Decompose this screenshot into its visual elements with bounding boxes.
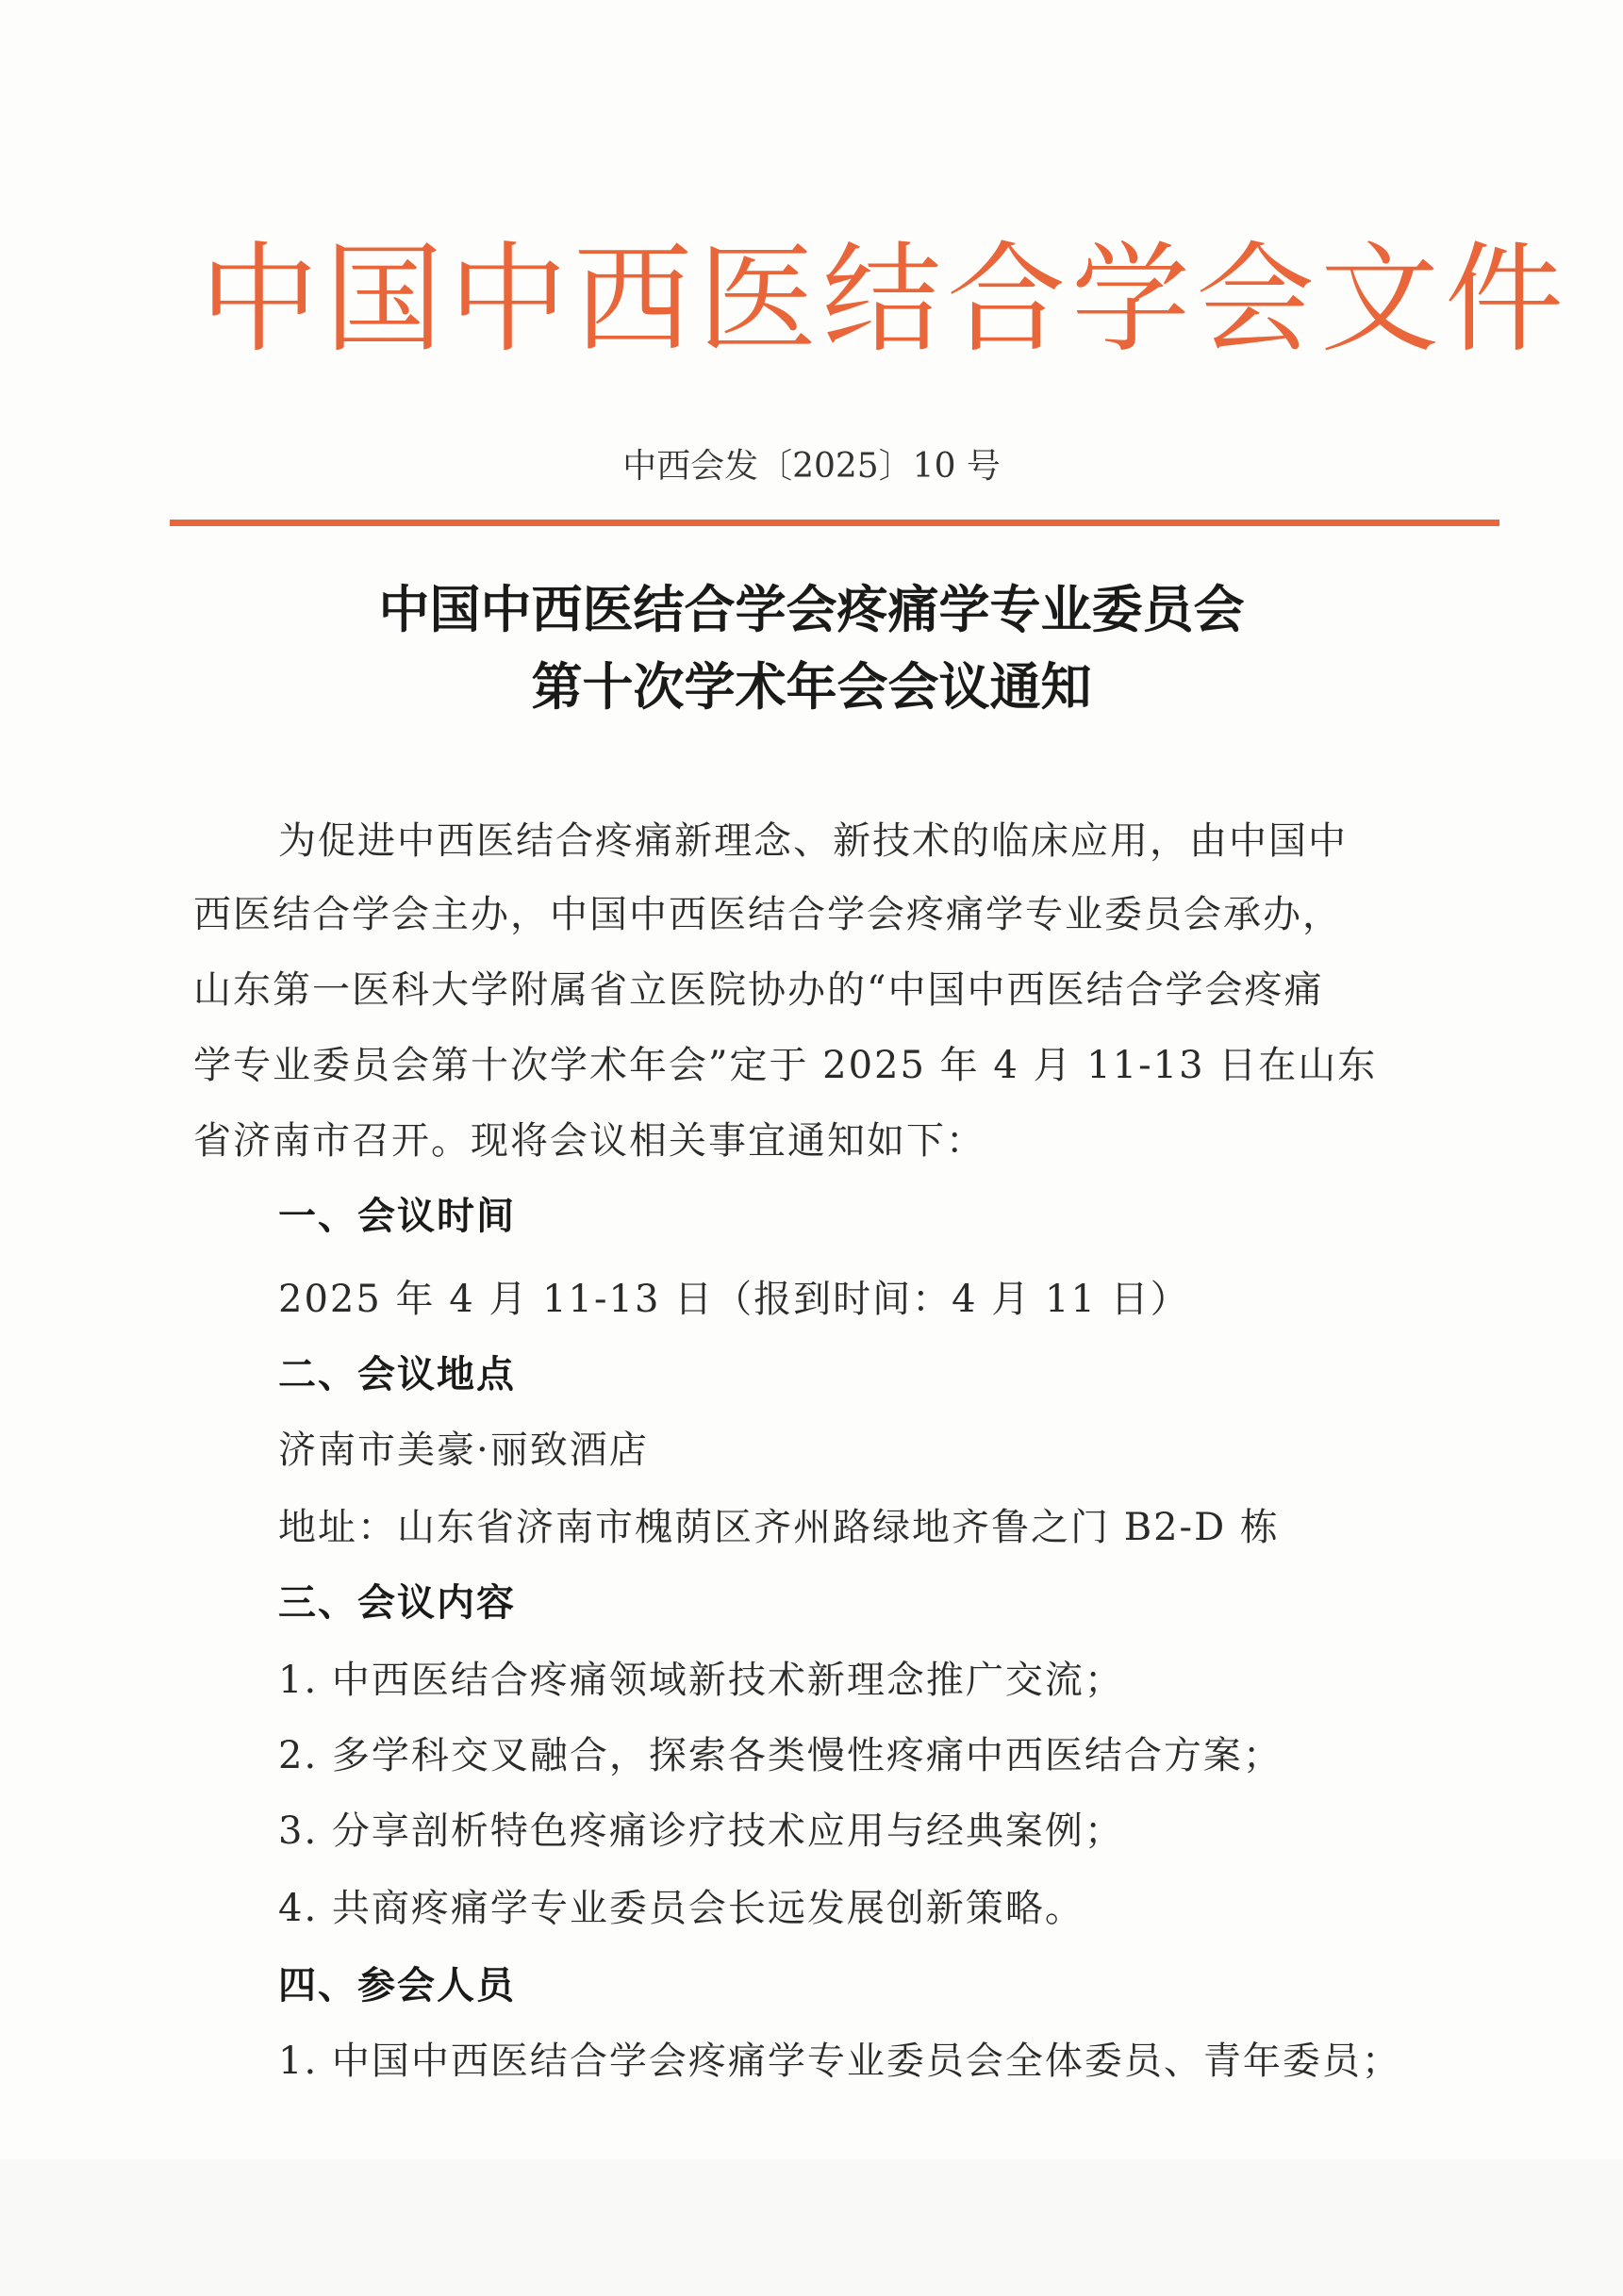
venue-address: 地址：山东省济南市槐荫区齐州路绿地齐鲁之门 B2-D 栋 [278, 1506, 1280, 1549]
content-item: 2. 多学科交叉融合，探索各类慢性疼痛中西医结合方案； [278, 1734, 1283, 1777]
document-number: 中西会发〔2025〕10 号 [622, 447, 1001, 486]
section-heading-attendees: 四、参会人员 [278, 1964, 516, 2007]
notice-title-line2: 第十次学术年会会议通知 [531, 657, 1092, 717]
intro-line-2: 西医结合学会主办，中国中西医结合学会疼痛学专业委员会承办， [193, 893, 1342, 936]
intro-line-5: 省济南市召开。现将会议相关事宜通知如下： [193, 1119, 985, 1163]
org-header-title: 中国中西医结合学会文件 [200, 230, 1569, 369]
intro-line-4: 学专业委员会第十次学术年会”定于 2025 年 4 月 11-13 日在山东 [193, 1044, 1378, 1087]
meeting-time-text: 2025 年 4 月 11-13 日（报到时间：4 月 11 日） [278, 1278, 1190, 1321]
content-item: 1. 中西医结合疼痛领域新技术新理念推广交流； [278, 1659, 1124, 1702]
red-divider [170, 520, 1499, 526]
section-heading-time: 一、会议时间 [278, 1195, 516, 1238]
notice-title-line1: 中国中西医结合学会疼痛学专业委员会 [378, 580, 1245, 639]
page-bottom-margin [0, 2159, 1623, 2296]
venue-name: 济南市美豪·丽致酒店 [278, 1429, 649, 1472]
section-heading-venue: 二、会议地点 [278, 1353, 516, 1396]
attendee-item: 1. 中国中西医结合学会疼痛学专业委员会全体委员、青年委员； [278, 2040, 1401, 2083]
section-heading-content: 三、会议内容 [278, 1581, 516, 1625]
content-item: 3. 分享剖析特色疼痛诊疗技术应用与经典案例； [278, 1809, 1124, 1853]
content-item: 4. 共商疼痛学专业委员会长远发展创新策略。 [278, 1887, 1085, 1930]
intro-line-3: 山东第一医科大学附属省立医院协办的“中国中西医结合学会疼痛 [193, 968, 1324, 1012]
intro-line-1: 为促进中西医结合疼痛新理念、新技术的临床应用，由中国中 [278, 819, 1348, 863]
